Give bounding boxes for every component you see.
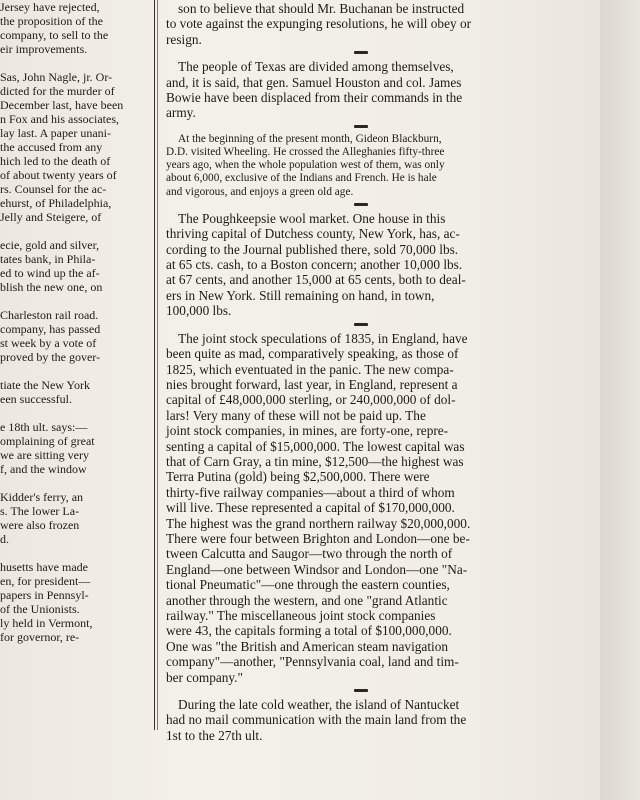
text-line: The people of Texas are divided among themselves, [178,59,454,75]
paragraph-texas [166,59,556,121]
text-line: 1st to the 27th ult. [166,727,263,743]
left-column-line: were also frozen [0,518,80,532]
left-column-gap [0,364,152,378]
text-line: will live. These represented a capital of $170,000,000. [166,500,455,516]
text-line: to vote against the expunging resolutions, he will obey or [166,16,472,32]
left-column-line: ed to wind up the af- [0,266,100,280]
text-line: thirty-five railway companies—about a third of whom [166,484,455,500]
left-column-gap [0,476,152,490]
left-column-line: d. [0,532,9,546]
text-line: lars! Very many of these will not be paid up. The [166,407,426,423]
text-line: joint stock companies, in mines, are forty-one, repre- [166,423,449,439]
page-edge-shadow [600,0,640,800]
paragraph-wheeling [166,133,556,199]
text-line: company"—another, "Pennsylvania coal, land and tim- [166,654,459,670]
text-line: been quite as mad, comparatively speaking, as those of [166,346,459,362]
separator-dash [354,323,368,326]
left-column-line: lay last. A paper unani- [0,126,111,140]
right-column [166,0,556,743]
left-column-line: f, and the window [0,462,87,476]
left-column-gap [0,546,152,560]
text-line: army. [166,105,196,121]
text-line: thriving capital of Dutchess county, New York, has, ac- [166,226,460,242]
left-column [0,0,152,730]
left-column-line: dicted for the murder of [0,84,115,98]
left-column-line: n Fox and his associates, [0,112,119,126]
left-column-line: rs. Counsel for the ac- [0,182,107,196]
text-line: 1825, which eventuated in the panic. The new compa- [166,361,454,377]
left-column-line: ecie, gold and silver, [0,238,100,252]
text-line: son to believe that should Mr. Buchanan be instructed [178,1,465,16]
left-column-line: e 18th ult. says:— [0,420,88,434]
left-column-line: proved by the gover- [0,350,101,364]
text-line: and vigorous, and enjoys a green old age. [166,185,354,198]
left-column-line: Jelly and Steigere, of [0,210,102,224]
separator-dash [354,51,368,54]
text-line: tional Pneumatic"—one through the eastern counties, [166,577,450,593]
text-line: at 65 cts. cash, to a Boston concern; another 10,000 lbs. [166,257,463,273]
separator-dash [354,125,368,128]
left-column-line: December last, have been [0,98,124,112]
left-column-gap [0,406,152,420]
left-column-line: st week by a vote of [0,336,97,350]
left-column-line: for governor, re- [0,630,80,644]
paragraph-buchanan [166,1,556,47]
text-line: At the beginning of the present month, Gideon Blackburn, [178,132,442,145]
left-column-line: husetts have made [0,560,88,574]
text-line: another through the western, and one "grand Atlantic [166,592,448,608]
paragraph-wool-market [166,211,556,319]
text-line: at 67 cents, and another 15,000 at 65 cents, both to deal- [166,272,466,288]
text-line: During the late cold weather, the island of Nantucket [178,697,460,713]
text-line: nies brought forward, last year, in England, represent a [166,376,458,392]
left-column-line: Jersey have rejected, [0,0,100,14]
column-rule-inner [157,0,158,730]
text-line: ber company." [166,669,243,685]
text-line: Terra Putina (gold) being $2,500,000. There were [166,469,430,485]
paragraph-nantucket [166,697,556,743]
left-column-gap [0,56,152,70]
left-column-line: company, has passed [0,322,101,336]
text-line: and, it is said, that gen. Samuel Houston and col. James [166,74,462,90]
separator-dash [354,203,368,206]
column-rule [154,0,155,730]
text-line: resign. [166,31,202,47]
text-line: had no mail communication with the main land from the [166,712,467,728]
paragraph-joint-stock [166,331,556,685]
left-column-line: the accused from any [0,140,103,154]
left-column-line: papers in Pennsyl- [0,588,89,602]
left-column-line: tates bank, in Phila- [0,252,96,266]
left-column-line: omplaining of great [0,434,95,448]
text-line: There were four between Brighton and London—one be- [166,530,470,546]
text-line: railway." The miscellaneous joint stock companies [166,608,436,624]
text-line: D.D. visited Wheeling. He crossed the Alleghanies fifty-three [166,146,445,159]
text-line: cording to the Journal published there, sold 70,000 lbs. [166,241,459,257]
text-line: The Poughkeepsie wool market. One house in this [178,210,446,226]
text-line: years ago, when the whole population west of them, was only [166,159,445,172]
left-column-line: en, for president— [0,574,91,588]
text-line: capital of £48,000,000 sterling, or 240,000,000 of dol- [166,392,456,408]
left-column-gap [0,294,152,308]
left-column-line: the proposition of the [0,14,103,28]
separator-dash [354,689,368,692]
left-column-line: een successful. [0,392,72,406]
text-line: senting a capital of $15,000,000. The lowest capital was [166,438,465,454]
left-column-line: eir improvements. [0,42,88,56]
left-column-gap [0,224,152,238]
left-column-line: hich led to the death of [0,154,111,168]
text-line: One was "the British and American steam navigation [166,638,449,654]
left-column-line: of about twenty years of [0,168,117,182]
text-line: tween Calcutta and Saugor—two through the north of [166,546,453,562]
left-column-line: ly held in Vermont, [0,616,93,630]
left-column-line: Sas, John Nagle, jr. Or- [0,70,113,84]
left-column-line: of the Unionists. [0,602,80,616]
left-column-line: Charleston rail road. [0,308,99,322]
left-column-line: we are sitting very [0,448,89,462]
text-line: that of Carn Gray, a tin mine, $12,500—the highest was [166,453,464,469]
left-column-line: ehurst, of Philadelphia, [0,196,112,210]
text-line: about 6,000, exclusive of the Indians and French. He is hale [166,172,437,185]
text-line: England—one between Windsor and London—one "Na- [166,561,468,577]
text-line: were 43, the capitals forming a total of $100,000,000. [166,623,452,639]
left-column-line: tiate the New York [0,378,90,392]
text-line: ers in New York. Still remaining on hand, in town, [166,287,435,303]
text-line: The joint stock speculations of 1835, in England, have [178,330,468,346]
text-line: Bowie have been displaced from their commands in the [166,90,463,106]
text-line: 100,000 lbs. [166,303,232,319]
left-column-line: Kidder's ferry, an [0,490,84,504]
left-column-line: s. The lower La- [0,504,80,518]
text-line: The highest was the grand northern railway $20,000,000. [166,515,471,531]
left-column-line: company, to sell to the [0,28,109,42]
left-column-line: blish the new one, on [0,280,103,294]
